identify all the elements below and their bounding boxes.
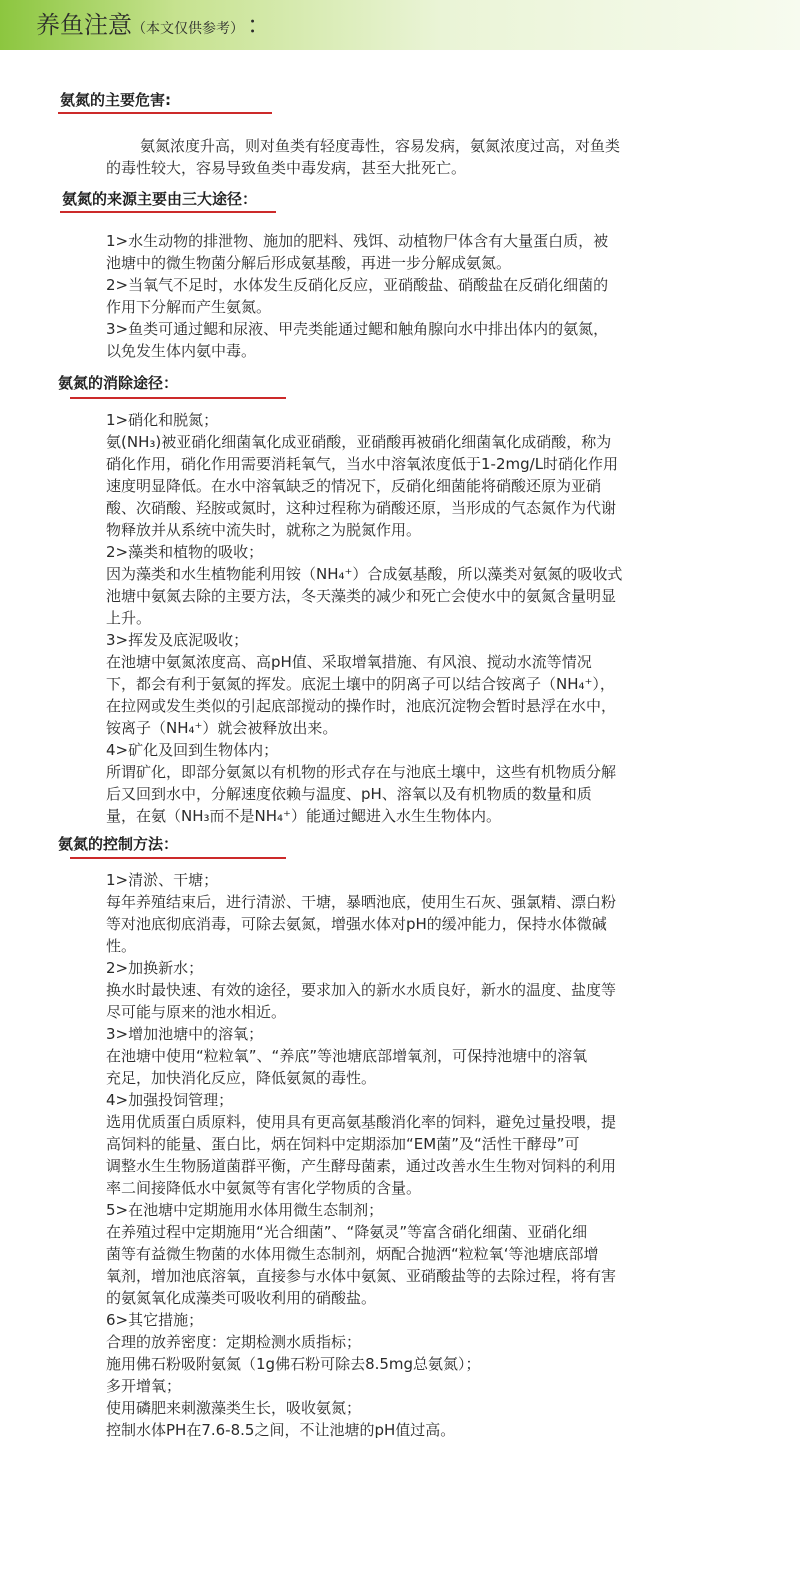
page-title-colon: ： (247, 11, 271, 39)
section-body-elimination (106, 409, 716, 827)
paragraph-line: 菌等有益微生物菌的水体用微生态制剂，炳配合抛洒“粒粒氧‘等池塘底部增 (106, 1245, 599, 1263)
paragraph-line: 池塘中氨氮去除的主要方法，冬天藻类的减少和死亡会使水中的氨氮含量明显 (106, 587, 617, 605)
paragraph-line: 物释放并从系统中流失时，就称之为脱氮作用。 (106, 521, 422, 539)
paragraph-line: 下，都会有利于氨氮的挥发。底泥土壤中的阴离子可以结合铵离子（NH₄⁺）， (106, 675, 615, 693)
paragraph-line: 以免发生体内氨中毒。 (106, 342, 257, 360)
section-title-elimination: 氨氮的消除途径： (58, 374, 179, 392)
paragraph-line: 性。 (106, 937, 137, 955)
paragraph-line: 3>增加池塘中的溶氧； (106, 1025, 264, 1043)
page-title-note: （本文仅供参考） (132, 21, 237, 37)
page-title (36, 8, 271, 46)
paragraph-line: 1>硝化和脱氮； (106, 411, 219, 429)
section-underline (70, 857, 286, 859)
section-underline (60, 211, 276, 213)
section-body-control (106, 869, 716, 1441)
section-title-control: 氨氮的控制方法： (58, 835, 179, 853)
page-title-text: 养鱼注意 (36, 11, 132, 39)
paragraph-line: 量，在氨（NH₃而不是NH₄⁺）能通过鳃进入水生生物体内。 (106, 807, 501, 825)
paragraph-line: 在池塘中使用“粒粒氧”、“养底”等池塘底部增氧剂，可保持池塘中的溶氧 (106, 1047, 588, 1065)
paragraph-line: 调整水生生物肠道菌群平衡，产生酵母菌素，通过改善水生生物对饲料的利用 (106, 1157, 617, 1175)
paragraph-line: 换水时最快速、有效的途径，要求加入的新水水质良好，新水的温度、盐度等 (106, 981, 617, 999)
paragraph-line: 氧剂，增加池底溶氧，直接参与水体中氨氮、亚硝酸盐等的去除过程，将有害 (106, 1267, 617, 1285)
section-title-sources: 氨氮的来源主要由三大途径： (62, 190, 258, 208)
paragraph-line: 氨氮浓度升高，则对鱼类有轻度毒性，容易发病，氨氮浓度过高，对鱼类 (140, 137, 621, 155)
paragraph-line: 因为藻类和水生植物能利用铵（NH₄⁺）合成氨基酸，所以藻类对氨氮的吸收式 (106, 565, 623, 583)
paragraph-line: 多开增氧； (106, 1377, 182, 1395)
paragraph-line: 5>在池塘中定期施用水体用微生态制剂； (106, 1201, 384, 1219)
paragraph-line: 尽可能与原来的池水相近。 (106, 1003, 287, 1021)
paragraph-line: 1>水生动物的排泄物、施加的肥料、残饵、动植物尸体含有大量蛋白质，被 (106, 232, 609, 250)
paragraph-line: 选用优质蛋白质原料，使用具有更高氨基酸消化率的饲料，避免过量投喂，提 (106, 1113, 617, 1131)
paragraph-line: 3>鱼类可通过鳃和尿液、甲壳类能通过鳃和触角腺向水中排出体内的氨氮， (106, 320, 609, 338)
paragraph-line: 等对池底彻底消毒，可除去氨氮，增强水体对pH的缓冲能力，保持水体微碱 (106, 915, 607, 933)
paragraph-line: 充足，加快消化反应，降低氨氮的毒性。 (106, 1069, 377, 1087)
paragraph-line: 6>其它措施； (106, 1311, 204, 1329)
paragraph-line: 3>挥发及底泥吸收； (106, 631, 249, 649)
section-title-hazards: 氨氮的主要危害: (60, 91, 171, 109)
paragraph-line: 合理的放养密度：定期检测水质指标； (106, 1333, 362, 1351)
paragraph-line: 2>加换新水； (106, 959, 204, 977)
paragraph-line: 2>当氧气不足时，水体发生反硝化反应，亚硝酸盐、硝酸盐在反硝化细菌的 (106, 276, 609, 294)
paragraph-line: 酸、次硝酸、羟胺或氮时，这种过程称为硝酸还原，当形成的气态氮作为代谢 (106, 499, 617, 517)
paragraph-line: 硝化作用，硝化作用需要消耗氧气，当水中溶氧浓度低于1-2mg/L时硝化作用 (106, 455, 619, 473)
paragraph-line: 4>矿化及回到生物体内； (106, 741, 279, 759)
paragraph-line: 使用磷肥来刺激藻类生长，吸收氨氮； (106, 1399, 362, 1417)
paragraph-line: 1>清淤、干塘； (106, 871, 219, 889)
paragraph-line: 所谓矿化，即部分氨氮以有机物的形式存在与池底土壤中，这些有机物质分解 (106, 763, 617, 781)
paragraph-line: 4>加强投饲管理； (106, 1091, 234, 1109)
section-underline (70, 397, 286, 399)
paragraph-line: 在拉网或发生类似的引起底部搅动的操作时，池底沉淀物会暂时悬浮在水中， (106, 697, 617, 715)
paragraph-line: 池塘中的微生物菌分解后形成氨基酸，再进一步分解成氨氮。 (106, 254, 512, 272)
paragraph-line: 控制水体PH在7.6-8.5之间，不让池塘的pH值过高。 (106, 1421, 456, 1439)
paragraph-line: 速度明显降低。在水中溶氧缺乏的情况下，反硝化细菌能将硝酸还原为亚硝 (106, 477, 602, 495)
paragraph-line: 施用佛石粉吸附氨氮（1g佛石粉可除去8.5mg总氨氮）； (106, 1355, 481, 1373)
paragraph-line: 氨(NH₃)被亚硝化细菌氧化成亚硝酸，亚硝酸再被硝化细菌氧化成硝酸，称为 (106, 433, 612, 451)
paragraph-line: 后又回到水中，分解速度依赖与温度、pH、溶氧以及有机物质的数量和质 (106, 785, 592, 803)
paragraph-line: 的毒性较大，容易导致鱼类中毒发病，甚至大批死亡。 (106, 159, 467, 177)
paragraph-line: 在养殖过程中定期施用“光合细菌”、“降氨灵”等富含硝化细菌、亚硝化细 (106, 1223, 588, 1241)
paragraph-line: 铵离子（NH₄⁺）就会被释放出来。 (106, 719, 338, 737)
paragraph-line: 每年养殖结束后，进行清淤、干塘，暴晒池底，使用生石灰、强氯精、漂白粉 (106, 893, 617, 911)
paragraph-line: 2>藻类和植物的吸收； (106, 543, 264, 561)
paragraph-line: 高饲料的能量、蛋白比，炳在饲料中定期添加“EM菌”及“活性干酵母”可 (106, 1135, 580, 1153)
section-body-sources (106, 230, 716, 362)
section-body-hazards (106, 135, 716, 179)
section-underline (58, 112, 272, 114)
paragraph-line: 作用下分解而产生氨氮。 (106, 298, 272, 316)
paragraph-line: 在池塘中氨氮浓度高、高pH值、采取增氧措施、有风浪、搅动水流等情况 (106, 653, 592, 671)
header-banner (0, 0, 800, 50)
paragraph-line: 上升。 (106, 609, 152, 627)
paragraph-line: 的氨氮氧化成藻类可吸收利用的硝酸盐。 (106, 1289, 377, 1307)
paragraph-line: 率二间接降低水中氨氮等有害化学物质的含量。 (106, 1179, 422, 1197)
